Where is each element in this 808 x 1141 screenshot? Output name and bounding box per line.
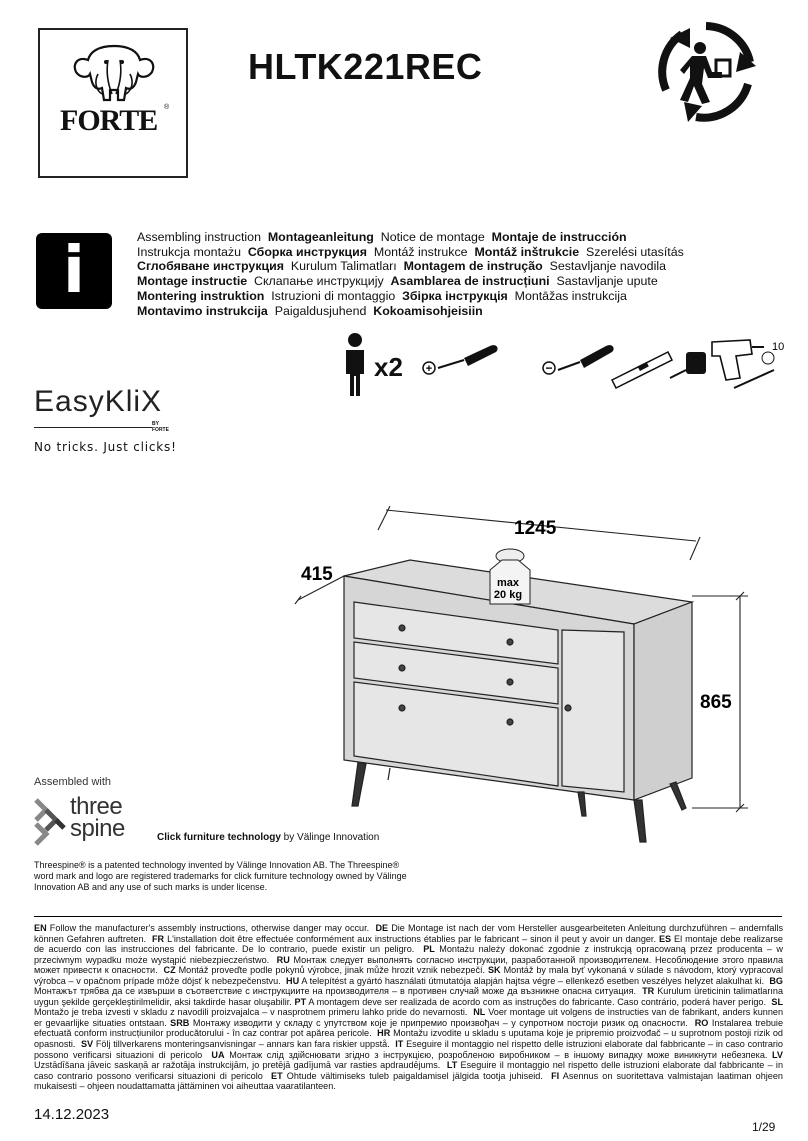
word-spine: spine (70, 815, 125, 842)
registered-mark: ® (164, 104, 170, 111)
tape-measure-icon (670, 352, 706, 378)
warning-text: Asennus on suoritettava valmistajan laatiman ohjeen mukaisesti – ohjeen noudattamatta jättäminen voi aiheuttaa vaaratilanteen. (34, 1070, 783, 1092)
lang-code: FR (151, 933, 165, 944)
tech-bold: Click furniture technology (157, 832, 281, 843)
language-line (137, 304, 684, 319)
lang-item: Montāžas instrukcija (514, 288, 627, 303)
lang-item: Paigaldusjuhend (274, 303, 367, 318)
lang-code: CZ (163, 965, 176, 976)
warning-text: Montáž proveďte podle pokynů výrobce, jinak může hrozit vznik nebezpečí. (178, 965, 486, 976)
tools-row (340, 330, 800, 400)
language-line (137, 230, 684, 245)
lang-item: Сглобяване инструкция (137, 259, 284, 274)
lang-code: NL (473, 1007, 486, 1018)
lang-code: PL (423, 944, 435, 955)
easyklix-by: BY FORTE (152, 421, 169, 433)
lang-item: Asamblarea de instrucțiuni (390, 274, 550, 289)
height-value: 865 (700, 692, 732, 713)
lang-code: IT (395, 1039, 404, 1050)
page-number: 1/29 (752, 1120, 776, 1134)
lang-item: Kokoamisohjeisiin (373, 303, 483, 318)
spirit-level-icon (612, 352, 672, 388)
warning-text: El montaje debe realizarse de acuerdo con las instrucciones del fabricante. De lo contrario, puede existir un peligro. (34, 933, 783, 955)
warning-text: Ohtude vältimiseks tuleb paigaldamisel jälgida tootja juhiseid. (286, 1070, 543, 1081)
warning-text: Montažu izvodite u skladu s uputama koje je pripremio proizvođač – u suprotnom postoji rizik od opasnosti. (34, 1028, 783, 1050)
lang-code: SRB (170, 1017, 190, 1028)
lang-code: EN (34, 923, 47, 933)
elephant-icon (68, 38, 160, 106)
lang-item: Збірка інструкція (402, 288, 508, 303)
lang-item: Montagem de instrução (403, 259, 543, 274)
lang-item: Montering instruktion (137, 288, 265, 303)
easyklix-title: EasyKliX (34, 385, 163, 418)
person-count: x2 (374, 352, 403, 382)
threespine-icon (34, 798, 66, 846)
language-line (137, 245, 684, 260)
warning-text: Монтажу изводити у складу с упутством које је припремио произвођач – у супротном постоји ризик од опасности. (192, 1017, 688, 1028)
phillips-screwdriver-icon (423, 345, 498, 375)
info-icon (36, 233, 112, 309)
plus-sign: + (425, 363, 433, 375)
lang-item: Montáž inštrukcie (474, 244, 580, 259)
warning-text: Eseguire il montaggio nel rispetto delle istruzioni elaborate dal fabbricante – in caso contrario possono verificarsi situazioni di pericolo (34, 1060, 783, 1081)
lang-code: HU (286, 975, 300, 986)
divider (34, 916, 782, 917)
language-line (137, 274, 684, 289)
brand-name: FORTE (60, 104, 158, 137)
lang-item: Szerelési utasítás (586, 244, 684, 259)
warning-text: Montažo je treba izvesti v skladu z navodili proizvajalca – v nasprotnem primeru lahko pride do nevarnosti. (34, 1007, 468, 1018)
language-line (137, 259, 684, 274)
warning-text: Follow the manufacturer's assembly instructions, otherwise danger may occur. (49, 923, 370, 933)
lang-code: LV (772, 1049, 783, 1060)
lang-item: Склапање инструкцију (254, 274, 384, 289)
lang-code: RU (276, 954, 290, 965)
depth-value: 415 (301, 564, 333, 585)
minus-sign: − (545, 361, 553, 375)
warning-text: A telepítést a gyártó használati útmutatója alapján hajtsa végre – ellenkező esetben veszélyes helyzet alakulhat ki. (301, 975, 765, 986)
lang-code: ET (271, 1070, 283, 1081)
lang-code: SL (771, 996, 784, 1007)
lang-code: TR (642, 986, 655, 997)
warning-text: Montażu należy dokonać zgodnie z instrukcją opracowaną przez producenta – w przeciwnym wypadku może wystąpić niebezpieczeństwo. (34, 944, 783, 965)
warning-text: Instalarea trebuie efectuată conform instrucțiunilor producătorului - în caz contrar pot apărea pericole. (34, 1017, 784, 1039)
document-date: 14.12.2023 (34, 1106, 110, 1123)
threespine-wordmark (70, 793, 125, 842)
warning-text: Följ tillverkarens monteringsanvisningar – annars kan fara riskier uppstå. (95, 1039, 390, 1050)
drill-size: 10 (772, 341, 785, 353)
language-list (137, 230, 684, 318)
warning-text: Montáž by mala byť vykonaná v súlade s návodom, ktorý vypracoval výrobca – v opačnom prípade môže dôjsť k nebezpečenstvu. (34, 965, 783, 986)
assembled-with: Assembled with (34, 776, 112, 788)
lang-code: BG (769, 975, 783, 986)
warning-text: Монтаж следует выполнять согласно инструкции, разработанной производителем. Несоблюдение этого правила может привести к опасности. (34, 954, 784, 976)
lang-item: Sastavljanje upute (556, 274, 658, 289)
person-icon (346, 333, 364, 396)
lang-item: Kurulum Talimatları (290, 259, 397, 274)
warning-text: L'installation doit être effectuée conformément aux instructions établies par le fabricant – sinon il peut y avoir un danger. (167, 933, 656, 944)
flat-screwdriver-icon (543, 345, 614, 375)
lang-code: UA (211, 1049, 225, 1060)
warning-text: Uzstādīšana jāveic saskaņā ar ražotāja instrukcijām, jo pretējā gadījumā var rasties apdraudējums. (34, 1060, 441, 1071)
lang-code: HR (377, 1028, 391, 1039)
lang-code: RO (694, 1017, 709, 1028)
lang-item: Instrukcja montażu (137, 244, 241, 259)
warning-text: Монтажът трябва да се извърши в съответствие с инструкциите на производителя – в противен случай може да възникне опасна ситуация. (34, 986, 637, 997)
lang-code: FI (551, 1070, 560, 1081)
lang-item: Montage instructie (137, 274, 248, 289)
model-number: HLTK221REC (248, 46, 483, 87)
easyklix-logo (34, 385, 177, 454)
recycle-icon (656, 22, 756, 122)
language-line (137, 289, 684, 304)
lang-item: Assembling instruction (137, 230, 261, 244)
lang-code: SV (80, 1039, 94, 1050)
max-label: max (496, 577, 520, 589)
lang-code: LT (446, 1060, 458, 1071)
lang-item: Montageanleitung (267, 230, 374, 244)
easyklix-slogan: No tricks. Just clicks! (34, 440, 177, 454)
tech-rest: by Välinge Innovation (280, 832, 380, 843)
warning-text: Die Montage ist nach der vom Hersteller ausgearbeiteten Anleitung durchzuführen – andernfalls können Gefahren auftreten. (34, 923, 784, 944)
lang-item: Montaje de instrucción (491, 230, 627, 244)
lang-item: Сборка инструкция (247, 244, 368, 259)
safety-warnings (34, 923, 783, 1092)
lang-code: PT (294, 996, 307, 1007)
lang-code: DE (375, 923, 389, 933)
drill-icon (712, 340, 784, 388)
warning-text: A montagem deve ser realizada de acordo com as instruções do fabricante. Caso contrário, poderá haver perigo. (308, 996, 766, 1007)
warning-text: Voer montage uit volgens de instructies van de fabrikant, anders kunnen er gevaarlijke situaties ontstaan. (34, 1007, 783, 1028)
weight-icon (490, 549, 530, 604)
warning-text: Kurulum üreticinin talimatlarına uygun şekilde gerçekleştirilmelidir, aksi takdirde hasar oluşabilir. (34, 986, 784, 1007)
forte-logo (38, 28, 188, 178)
lang-item: Sestavljanje navodila (549, 259, 666, 274)
click-technology (157, 832, 379, 843)
info-symbol: i (63, 234, 85, 308)
lang-item: Istruzioni di montaggio (271, 288, 396, 303)
product-drawing (290, 500, 750, 850)
patent-note: Threespine® is a patented technology invented by Välinge Innovation AB. The Threespine® word mark and logo are registered trademarks for click furniture technology owned by Välinge Innovation AB and any use of such marks is under license. (34, 860, 407, 892)
lang-item: Montáž instrukce (373, 244, 468, 259)
lang-code: ES (658, 933, 672, 944)
lang-item: Notice de montage (380, 230, 485, 244)
max-load: 20 kg (493, 589, 523, 601)
word-three: three (70, 793, 123, 820)
warning-text: Монтаж слід здійснювати згідно з інструкцією, розробленою виробником – в іншому випадку може виникнути небезпека. (229, 1049, 768, 1060)
easyklix-underline (34, 427, 152, 428)
warning-text: Eseguire il montaggio nel rispetto delle istruzioni elaborate dal fabbricante – in caso contrario possono verificarsi situazioni di pericolo (34, 1039, 783, 1060)
width-value: 1245 (514, 518, 557, 539)
lang-item: Montavimo instrukcija (137, 303, 268, 318)
lang-code: SK (487, 965, 501, 976)
